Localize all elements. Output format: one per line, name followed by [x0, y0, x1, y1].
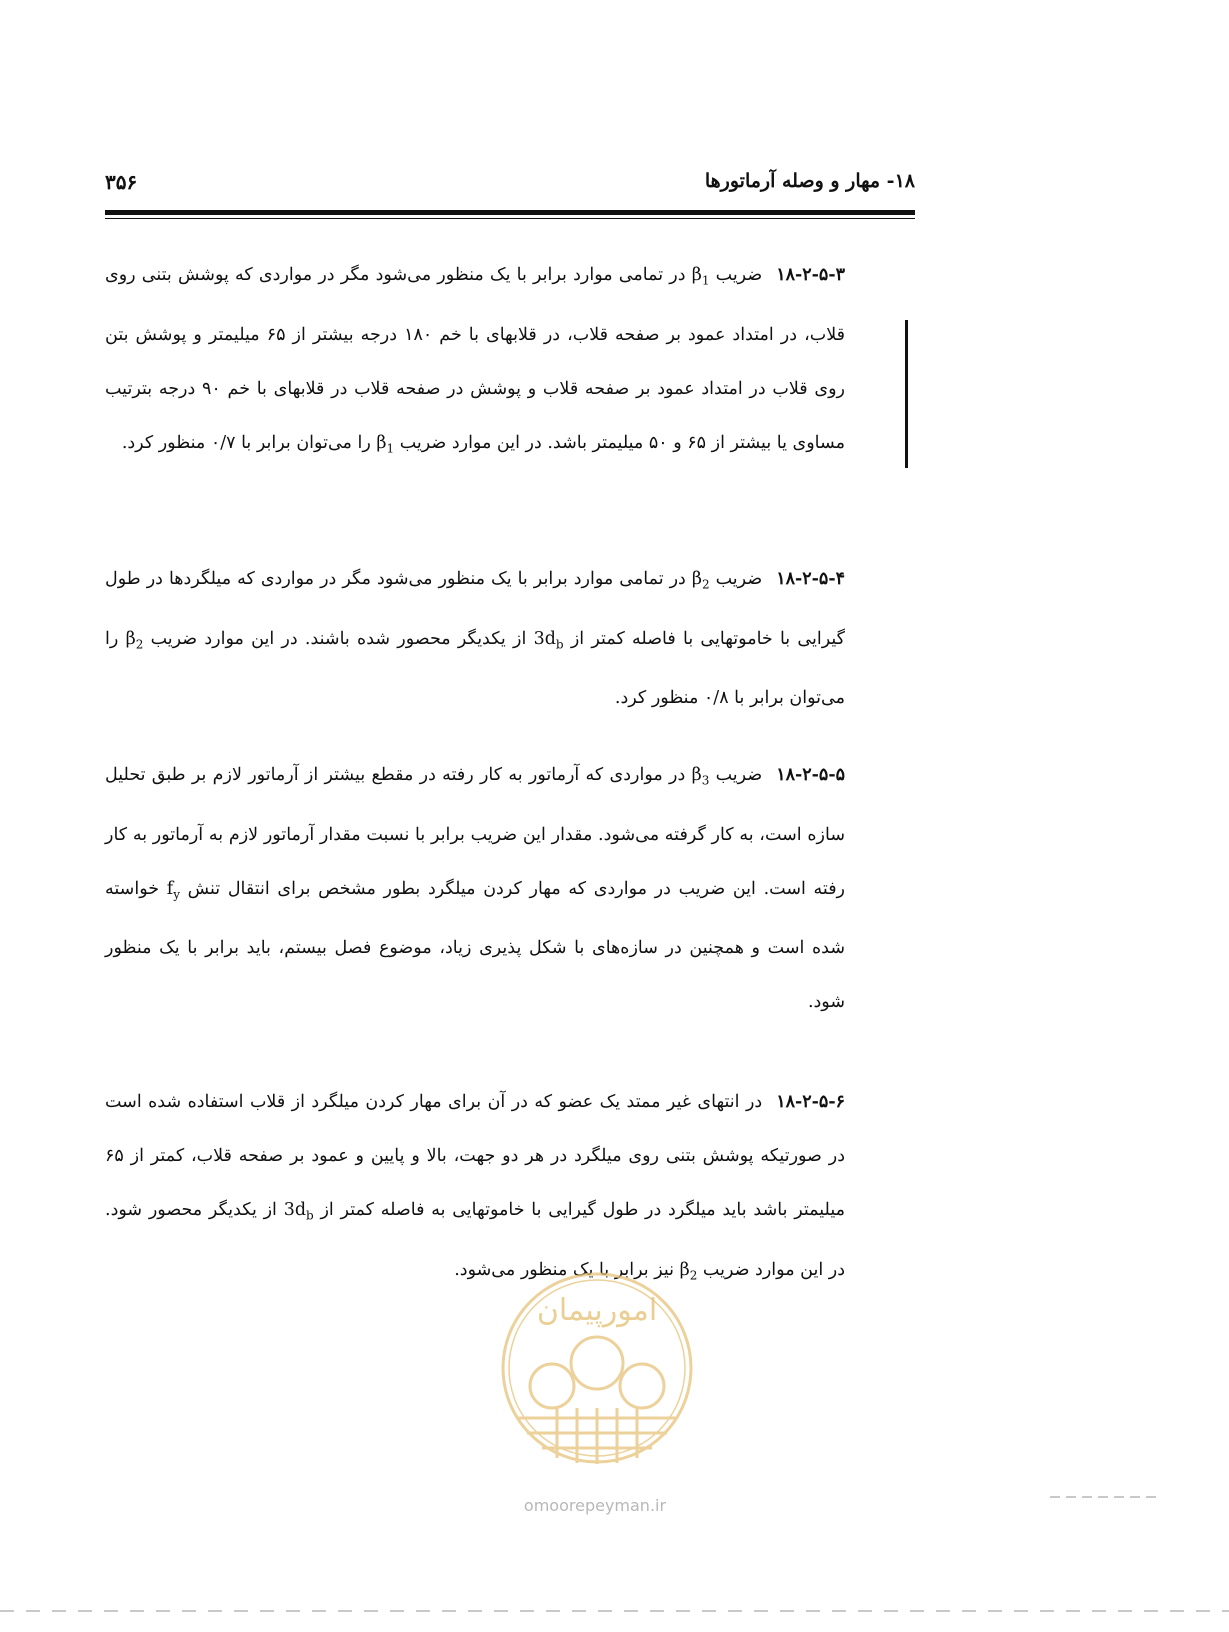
clause-text: در تمامی موارد برابر با یک منظور می‌شود مگر در مواردی که پوشش بتنی روی قلاب، در امتداد عمود بر صفحه قلاب، در قلابهای با خم ۱۸۰ درجه بیشتر از ۶۵ میلیمتر و پوشش بتن روی قلاب در امتداد عمود بر صفحه قلاب و پوشش در صفحه قلاب در قلابهای با خم ۹۰ درجه بترتیب مساوی یا بیشتر از ۶۵ و ۵۰ میلیمتر باشد. در این موارد ضریب [105, 265, 846, 453]
clause-number: ۱۸-۲-۵-۵ [776, 765, 845, 785]
watermark-logo-text: امورپیمان [536, 1293, 658, 1328]
clause-text: خواسته شده است و همچنین در سازه‌های با شکل پذیری زیاد، موضوع فصل بیستم، باید برابر با یک منظور شود. [105, 878, 845, 1012]
clause-text: در انتهای غیر ممتد یک عضو که در آن برای مهار کردن میلگرد از قلاب استفاده شده است در صورتیکه پوشش بتنی روی میلگرد در هر دو جهت، بالا و پایین و عمود بر صفحه قلاب، کمتر از ۶۵ میلیمتر باشد باید میلگرد در طول گیرایی با خاموتهایی به فاصله کمتر از [105, 1092, 845, 1220]
clause-18-2-5-3 [105, 248, 845, 475]
math-symbol-base: 3d [283, 1200, 307, 1220]
math-symbol-subscript: 2 [135, 637, 144, 651]
math-symbol [691, 265, 710, 288]
math-symbol-base: f [166, 878, 174, 899]
math-symbol-subscript: b [306, 1208, 314, 1223]
math-symbol-subscript: 1 [386, 441, 395, 455]
watermark-logo [497, 1268, 697, 1468]
clause-text: ضریب [709, 569, 763, 589]
math-symbol-subscript: y [173, 887, 180, 901]
clause-text: ضریب [709, 765, 763, 785]
revision-bar [905, 320, 908, 468]
clause-number: ۱۸-۲-۵-۳ [776, 265, 845, 285]
page-header [105, 170, 915, 200]
watermark-site: omoorepeyman.ir [523, 1496, 667, 1515]
math-symbol-base: β [691, 569, 702, 589]
clause-number: ۱۸-۲-۵-۶ [776, 1092, 845, 1112]
clause-text: را می‌توان برابر با ۰/۸ منظور کرد. [105, 628, 845, 708]
clause-text: در تمامی موارد برابر با یک منظور می‌شود مگر در مواردی که میلگردها در طول گیرایی با خاموتهایی با فاصله کمتر از [105, 569, 845, 649]
math-symbol [126, 629, 144, 649]
math-symbol-subscript: 3 [701, 773, 710, 788]
math-symbol-base: β [679, 1259, 690, 1280]
math-symbol [534, 629, 564, 649]
clause-number: ۱۸-۲-۵-۴ [776, 569, 845, 589]
clause-text: در مواردی که آرماتور به کار رفته در مقطع بیشتر از آرماتور لازم بر طبق تحلیل سازه است، به کار گرفته می‌شود. مقدار این ضریب برابر با نسبت مقدار آرماتور لازم به آرماتور به کار رفته است. این ضریب در مواردی که مهار کردن میلگرد بطور مشخص برای انتقال تنش [105, 765, 846, 899]
clause-text: از یکدیگر محصور شده باشند. در این موارد ضریب [143, 628, 534, 649]
math-symbol-subscript: 2 [701, 577, 710, 592]
math-symbol-subscript: b [555, 637, 564, 651]
math-symbol [691, 765, 710, 788]
page-number: ۳۵۶ [105, 170, 138, 194]
math-symbol [376, 433, 394, 453]
math-symbol-base: β [691, 765, 702, 785]
clause-18-2-5-4 [105, 552, 845, 725]
math-symbol-base: β [691, 265, 702, 285]
math-symbol-subscript: 1 [701, 273, 710, 288]
clause-18-2-5-5 [105, 748, 845, 1029]
header-rule-thin [105, 218, 915, 219]
chapter-title: ۱۸- مهار و وصله آرماتورها [704, 170, 915, 192]
clause-18-2-5-6 [105, 1075, 845, 1302]
math-symbol-subscript: 2 [689, 1268, 698, 1282]
math-symbol [691, 569, 710, 592]
math-symbol-base: β [125, 628, 136, 649]
math-symbol-base: β [376, 432, 387, 453]
scan-artifact-mark [1050, 1496, 1160, 1498]
clause-text: نیز برابر با یک منظور می‌شود. [454, 1259, 680, 1280]
math-symbol [283, 1200, 314, 1223]
clause-text: از یکدیگر محصور شود. در این موارد ضریب [105, 1200, 845, 1280]
math-symbol-base: 3d [533, 628, 556, 649]
header-rule-thick [105, 210, 915, 215]
clause-text: ضریب [709, 265, 763, 285]
scan-artifact-line [0, 1610, 1229, 1612]
clause-text: را می‌توان برابر با ۰/۷ منظور کرد. [121, 432, 377, 453]
math-symbol [167, 879, 180, 899]
